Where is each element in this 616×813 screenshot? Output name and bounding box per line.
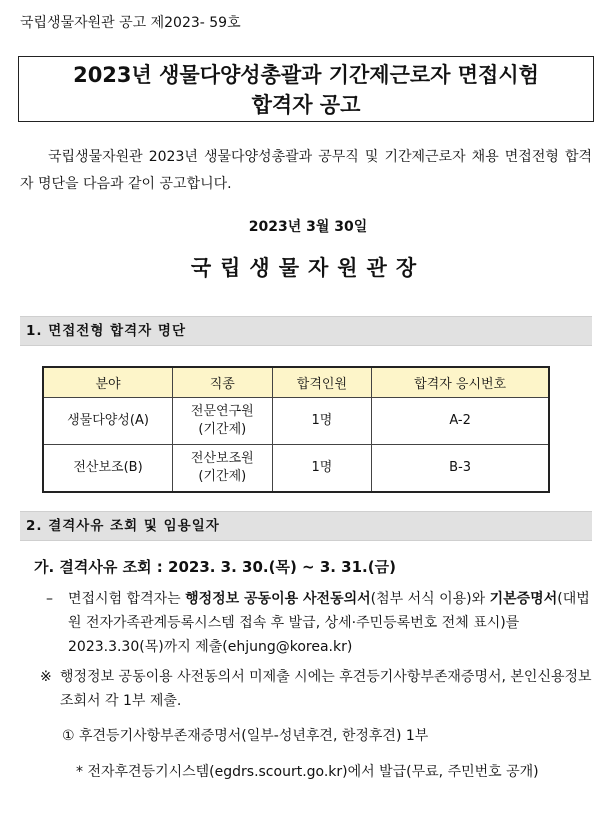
title-line-2: 합격자 공고: [251, 93, 361, 117]
section-2-header: 2. 결격사유 조회 및 임용일자: [20, 511, 592, 541]
organization-name: 국립생물자원관장: [190, 255, 426, 280]
item1-bold1: 행정정보 공동이용 사전동의서: [185, 591, 371, 607]
cell-count: 1명: [272, 398, 372, 445]
note-marker: ※: [40, 669, 52, 685]
job-line-2: (기간제): [198, 469, 247, 484]
notice-date: 2023년 3월 30일: [248, 219, 368, 235]
header-job: 직종: [173, 367, 273, 398]
title-line-1: 2023년 생물다양성총괄과 기간제근로자 면접시험: [73, 63, 539, 87]
job-line-1: 전문연구원: [190, 404, 254, 419]
note-text: 행정정보 공동이용 사전동의서 미제출 시에는 후견등기사항부존재증명서, 본인신용정보조회서 각 1부 제출.: [60, 669, 592, 709]
header-number: 합격자 응시번호: [372, 367, 549, 398]
item1-part2: (첨부 서식 이용)와: [370, 591, 490, 607]
item1-part1: 면접시험 합격자는: [68, 591, 186, 607]
passed-candidates-table: [42, 366, 550, 493]
intro-paragraph: [20, 144, 592, 198]
subsection-a-heading: 가. 결격사유 조회 : 2023. 3. 30.(목) ~ 3. 31.(금): [34, 558, 396, 576]
cell-job: [173, 445, 273, 493]
intro-text: 국립생물자원관 2023년 생물다양성총괄과 공무직 및 기간제근로자 채용 면접전형 합격자 명단을 다음과 같이 공고합니다.: [20, 149, 592, 192]
notice-title-box: [18, 56, 594, 122]
header-count: 합격인원: [272, 367, 372, 398]
header-field: 분야: [43, 367, 173, 398]
item1-bold2: 기본증명서: [489, 591, 558, 607]
table-header-row: [43, 367, 549, 398]
submission-item: [38, 587, 594, 659]
section-1-header: 1. 면접전형 합격자 명단: [20, 316, 592, 346]
job-line-1: 전산보조원: [190, 451, 254, 466]
item1-part3: (대법원 전자가족관계등록시스템 접속 후 발급, 상세·주민등록번호 전체 표시)를 2023.3.30(목)까지 제출(ehjung@korea.kr): [68, 591, 590, 655]
notice-number: 국립생물자원관 공고 제2023- 59호: [20, 15, 241, 31]
table-row: [43, 398, 549, 445]
cell-number: A-2: [372, 398, 549, 445]
cell-field: 전산보조(B): [43, 445, 173, 493]
issuance-note-text: * 전자후견등기시스템(egdrs.scourt.go.kr)에서 발급(무료, 주민번호 공개): [76, 764, 539, 780]
cell-number: B-3: [372, 445, 549, 493]
cell-job: [173, 398, 273, 445]
table-row: [43, 445, 549, 493]
cell-field: 생물다양성(A): [43, 398, 173, 445]
document-item-1: ① 후견등기사항부존재증명서(일부-성년후견, 한정후견) 1부: [62, 728, 429, 744]
dash-marker: –: [46, 591, 53, 607]
note-item: [40, 665, 594, 713]
cell-count: 1명: [272, 445, 372, 493]
job-line-2: (기간제): [198, 422, 247, 437]
issuance-note: [42, 760, 594, 784]
